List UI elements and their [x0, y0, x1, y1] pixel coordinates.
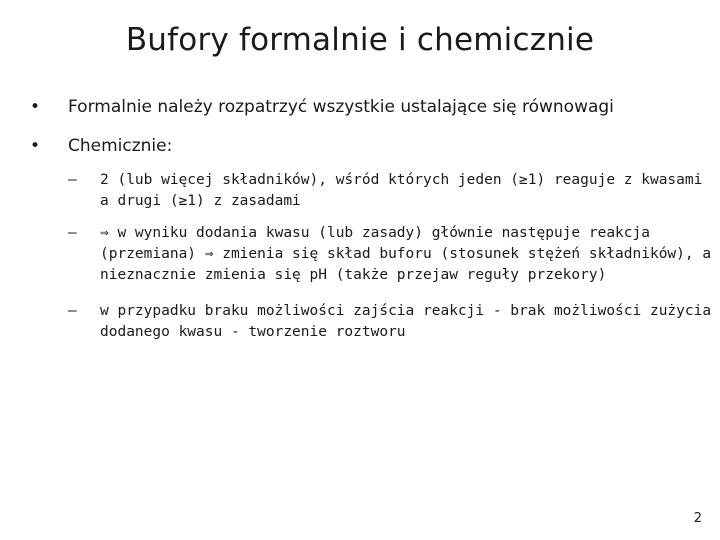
slide-title: Bufory formalnie i chemicznie [125, 22, 595, 58]
sub-item-text [100, 170, 703, 212]
bullet-text: Formalnie należy rozpatrzyć wszystkie ustalające się równowagi [68, 97, 614, 117]
sub-item-marker: – [68, 172, 77, 188]
sub-item-line: a drugi (≥1) z zasadami [100, 193, 301, 209]
sub-item-marker: – [68, 225, 77, 241]
sub-item-line: 2 (lub więcej składników), wśród których jeden (≥1) reaguje z kwasami [100, 172, 703, 188]
sub-item-line: w przypadku braku możliwości zajścia reakcji - brak możliwości zużycia [100, 303, 712, 319]
page-number: 2 [693, 511, 702, 526]
sub-item-text [100, 301, 712, 343]
bullet-text: Chemicznie: [68, 136, 173, 156]
bullet-marker: • [30, 97, 41, 117]
sub-item-marker: – [68, 303, 77, 319]
sub-item-line: nieznacznie zmienia się pH (także przejaw reguły przekory) [100, 267, 607, 283]
sub-item-text [100, 223, 712, 286]
sub-item-line: ⇒ w wyniku dodania kwasu (lub zasady) głównie następuje reakcja [100, 225, 650, 241]
sub-item-line: (przemiana) ⇒ zmienia się skład buforu (stosunek stężeń składników), a [100, 246, 712, 262]
bullet-marker: • [30, 136, 41, 156]
sub-item-line: dodanego kwasu - tworzenie roztworu [100, 324, 406, 340]
